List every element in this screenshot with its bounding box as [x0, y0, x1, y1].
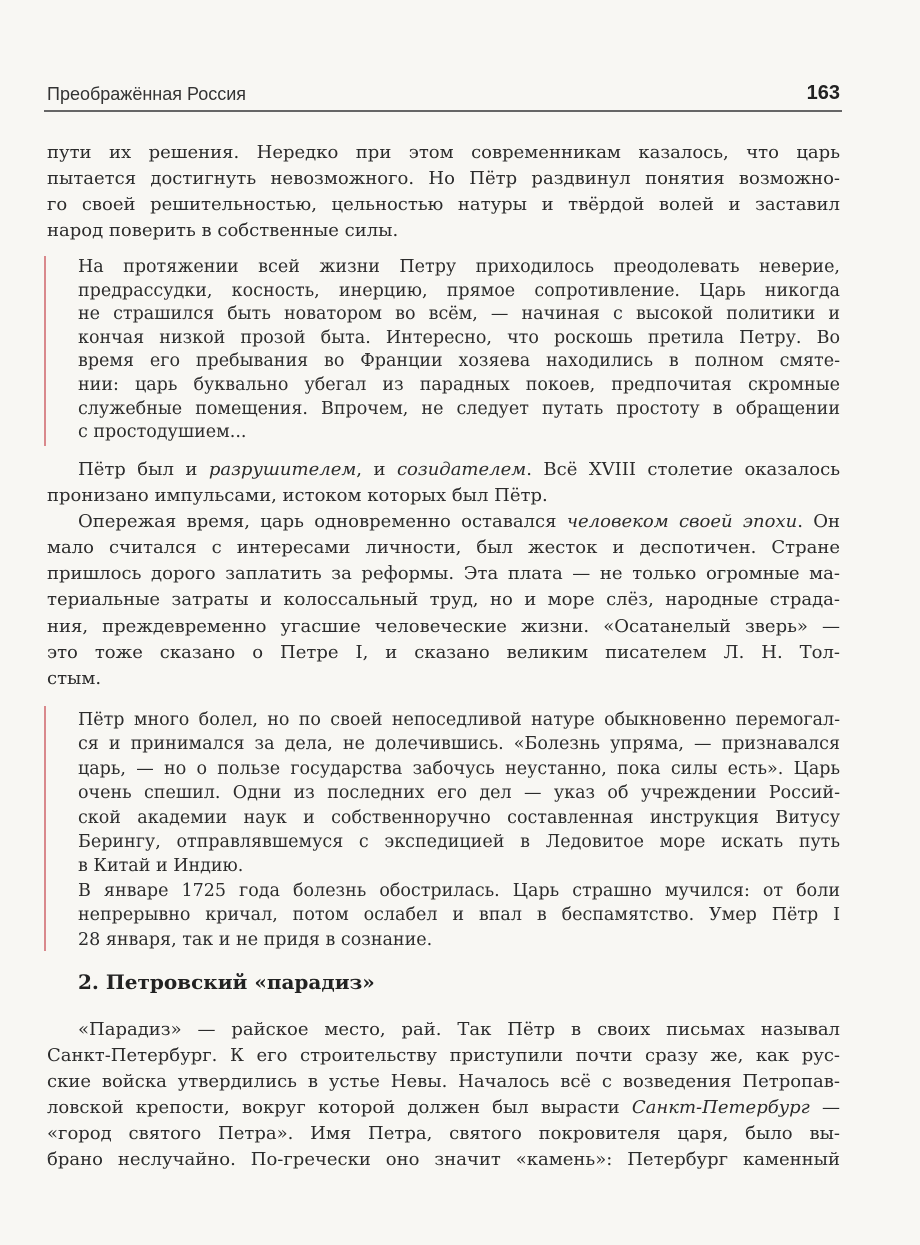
text-run: это тоже сказано о Петре I, и сказано великим писателем Л. Н. Тол- [47, 641, 840, 663]
text-run: время его пребывания во Франции хозяева находились в полном смяте- [78, 351, 840, 372]
text-line [47, 614, 840, 640]
text-line [78, 708, 840, 732]
text-run: ния, преждевременно угасшие человеческие жизни. «Осатанелый зверь» — [47, 615, 840, 637]
text-line [47, 561, 840, 587]
text-line [78, 928, 840, 952]
text-line [78, 854, 840, 878]
text-run: нии: царь буквально убегал из парадных покоев, предпочитая скромные [78, 374, 840, 395]
text-run: ские войска утвердились в устье Невы. Началось всё с возведения Петропав- [47, 1071, 840, 1092]
text-line [47, 1069, 840, 1095]
text-line [78, 327, 840, 351]
text-run: В январе 1725 года болезнь обострилась. Царь страшно мучился: от боли [78, 880, 840, 901]
italic-term: человеком своей эпохи [566, 511, 798, 533]
page-number: 163 [806, 82, 840, 104]
paragraph-paradise [47, 1017, 840, 1173]
text-line [47, 1043, 840, 1069]
text-run: брано неслучайно. По-гречески оно значит «камень»: Петербург каменный [47, 1149, 840, 1170]
text-run: стым. [47, 667, 102, 689]
text-line [47, 1121, 840, 1147]
text-run: кончая низкой прозой быта. Интересно, что роскошь претила Петру. Во [78, 327, 840, 348]
aside-text-1 [78, 256, 840, 445]
text-run: не страшился быть новатором во всём, — начиная с высокой политики и [78, 304, 840, 325]
text-line [78, 398, 840, 422]
text-line [78, 256, 840, 280]
text-line [78, 830, 840, 854]
text-line [47, 1095, 840, 1121]
text-line [78, 280, 840, 304]
text-run: . Он [797, 511, 840, 533]
text-line [78, 732, 840, 756]
text-run: ской академии наук и собственноручно составленная инструкция Витусу [78, 807, 840, 828]
text-run: — [809, 1097, 840, 1118]
text-run: На протяжении всей жизни Петру приходилось преодолевать неверие, [78, 257, 840, 277]
text-line [78, 781, 840, 805]
text-line [78, 806, 840, 830]
text-run: «Парадиз» — райское место, рай. Так Пётр в своих письмах называл [78, 1019, 840, 1040]
text-line [78, 374, 840, 398]
text-run: . Всё XVIII столетие оказалось [526, 459, 840, 480]
paragraph-main [47, 457, 840, 692]
text-run: пронизано импульсами, истоком которых был Пётр. [47, 485, 548, 507]
text-run: пути их решения. Нередко при этом современникам казалось, что царь [47, 142, 840, 163]
italic-term: созидателем [396, 459, 527, 480]
text-line [47, 535, 840, 561]
text-run: пытается достигнуть невозможного. Но Пётр раздвинул понятия возможно- [47, 168, 840, 189]
text-run: служебные помещения. Впрочем, не следует путать простоту в обращении [78, 398, 840, 419]
text-run: териальные затраты и колоссальный труд, но и море слёз, народные страда- [47, 589, 840, 611]
text-run: ловской крепости, вокруг которой должен был вырасти [47, 1097, 632, 1118]
text-line [47, 218, 840, 244]
text-line [47, 483, 840, 509]
paragraph-intro [47, 140, 840, 244]
text-run: с простодушием... [78, 422, 247, 443]
text-line [78, 350, 840, 374]
section-heading: 2. Петровский «парадиз» [78, 970, 375, 994]
text-line [47, 140, 840, 166]
text-line [78, 903, 840, 927]
text-line [47, 1147, 840, 1173]
text-line [78, 757, 840, 781]
text-run: Пётр был и [78, 459, 209, 480]
text-run: Берингу, отправлявшемуся с экспедицией в Ледовитое море искать путь [78, 832, 840, 853]
text-run: очень спешил. Одни из последних его дел — указ об учреждении Россий- [78, 783, 840, 804]
text-run: Опережая время, царь одновременно оставался [78, 511, 567, 533]
header-rule [44, 110, 842, 112]
text-run: пришлось дорого заплатить за реформы. Эта плата — не только огромные ма- [47, 563, 840, 585]
text-line [47, 587, 840, 613]
text-line [78, 421, 840, 445]
text-line [47, 457, 840, 483]
text-run: «город святого Петра». Имя Петра, святого покровителя царя, было вы- [47, 1123, 840, 1144]
text-run: Пётр много болел, но по своей непоседливой натуре обыкновенно перемогал- [78, 710, 840, 730]
text-line [47, 666, 840, 692]
text-line [47, 640, 840, 666]
text-run: народ поверить в собственные силы. [47, 220, 399, 241]
text-line [47, 166, 840, 192]
text-run: в Китай и Индию. [78, 856, 244, 877]
sidebar-accent-bar [44, 256, 46, 446]
text-line [78, 879, 840, 903]
text-run: царь, — но о пользе государства забочусь неустанно, пока силы есть». Царь [78, 758, 840, 779]
text-run: го своей решительностью, цельностью натуры и твёрдой волей и заставил [47, 194, 840, 215]
italic-term: Санкт-Петербург [631, 1097, 810, 1118]
text-run: 28 января, так и не придя в сознание. [78, 929, 433, 950]
text-run: , и [356, 459, 397, 480]
text-run: ся и принимался за дела, не долечившись. «Болезнь упряма, — признавался [78, 734, 840, 755]
text-run: мало считался с интересами личности, был жесток и деспотичен. Стране [47, 537, 840, 559]
text-line [78, 303, 840, 327]
text-run: Санкт-Петербург. К его строительству приступили почти сразу же, как рус- [47, 1045, 840, 1066]
text-line [47, 1017, 840, 1043]
aside-text-2 [78, 708, 840, 952]
sidebar-accent-bar [44, 706, 46, 951]
text-line [47, 509, 840, 535]
text-run: предрассудки, косность, инерцию, прямое сопротивление. Царь никогда [78, 280, 840, 301]
italic-term: разрушителем [208, 459, 357, 480]
text-run: непрерывно кричал, потом ослабел и впал в беспамятство. Умер Пётр I [78, 905, 840, 926]
running-title: Преображённая Россия [47, 84, 247, 104]
text-line [47, 192, 840, 218]
